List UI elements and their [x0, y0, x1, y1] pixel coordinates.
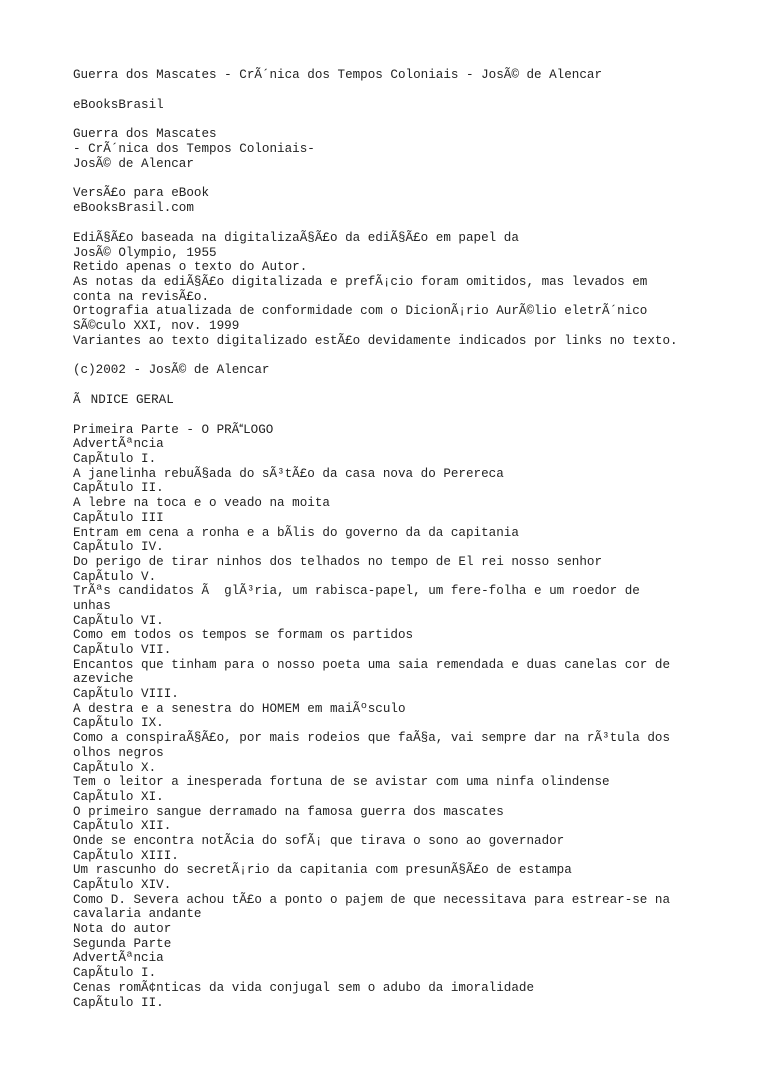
spacer: [73, 112, 713, 127]
toc-entry[interactable]: CapÃtulo VI.: [73, 613, 164, 628]
toc-entry[interactable]: O primeiro sangue derramado na famosa guerra dos mascates: [73, 804, 504, 819]
toc-entry[interactable]: AdvertÃªncia: [73, 951, 164, 966]
toc-entry[interactable]: CapÃtulo XIV.: [73, 878, 172, 892]
toc-entry[interactable]: TrÃªs candidatos Ã glÃ³ria, um rabisca-papel, um fere-folha e um roedor de: [73, 584, 640, 599]
toc-entry[interactable]: A janelinha rebuÃ§ada do sÃ³tÃ£o da casa nova do Perereca: [73, 466, 504, 481]
table-of-contents: [73, 423, 713, 1011]
index-heading: ÃNDICE GERAL: [73, 393, 174, 407]
toc-entry[interactable]: CapÃtulo VII.: [73, 643, 172, 657]
note-line: Retido apenas o texto do Autor.: [73, 260, 308, 275]
toc-entry[interactable]: Entram em cena a ronha e a bÃlis do governo da da capitania: [73, 525, 519, 540]
document-header-title: Guerra dos Mascates - CrÃ´nica dos Tempos Coloniais - JosÃ© de Alencar: [73, 68, 603, 82]
toc-entry[interactable]: CapÃtulo VIII.: [73, 687, 179, 702]
note-line: EdiÃ§Ã£o baseada na digitalizaÃ§Ã£o da ediÃ§Ã£o em papel da: [73, 230, 519, 245]
toc-entry[interactable]: CapÃtulo XII.: [73, 819, 172, 834]
toc-entry[interactable]: Cenas romÃ¢nticas da vida conjugal sem o adubo da imoralidade: [73, 980, 535, 995]
toc-entry[interactable]: Como a conspiraÃ§Ã£o, por mais rodeios que faÃ§a, vai sempre dar na rÃ³tula dos: [73, 731, 671, 746]
toc-entry[interactable]: CapÃtulo X.: [73, 760, 157, 775]
book-author: JosÃ© de Alencar: [73, 156, 194, 171]
edition-site: eBooksBrasil.com: [73, 201, 194, 216]
document-page: [73, 68, 713, 1010]
toc-entry[interactable]: A lebre na toca e o veado na moita: [73, 496, 330, 511]
note-line: JosÃ© Olympio, 1955: [73, 245, 217, 260]
book-title: Guerra dos Mascates: [73, 127, 217, 142]
toc-entry[interactable]: Um rascunho do secretÃ¡rio da capitania com presunÃ§Ã£o de estampa: [73, 863, 572, 878]
toc-entry[interactable]: CapÃtulo II.: [73, 481, 164, 496]
toc-entry[interactable]: olhos negros: [73, 745, 164, 760]
book-subtitle: - CrÃ´nica dos Tempos Coloniais-: [73, 142, 315, 157]
toc-entry[interactable]: unhas: [73, 598, 111, 613]
note-line: conta na revisÃ£o.: [73, 289, 210, 304]
toc-entry[interactable]: Encantos que tinham para o nosso poeta uma saia remendada e duas canelas cor de: [73, 657, 671, 672]
spacer: [73, 408, 713, 423]
toc-entry[interactable]: AdvertÃªncia: [73, 437, 164, 452]
spacer: [73, 348, 713, 363]
edition-version: VersÃ£o para eBook: [73, 186, 210, 201]
edition-notes: [73, 231, 713, 349]
toc-entry[interactable]: azeviche: [73, 672, 134, 687]
toc-entry[interactable]: CapÃtulo XI.: [73, 789, 164, 804]
toc-entry[interactable]: Do perigo de tirar ninhos dos telhados no tempo de El rei nosso senhor: [73, 554, 603, 569]
publisher-name: eBooksBrasil: [73, 97, 164, 112]
toc-entry[interactable]: Tem o leitor a inesperada fortuna de se avistar com uma ninfa olindense: [73, 775, 610, 790]
toc-entry[interactable]: Nota do autor: [73, 922, 172, 937]
note-line: SÃ©culo XXI, nov. 1999: [73, 318, 240, 333]
toc-entry[interactable]: cavalaria andante: [73, 907, 202, 922]
spacer: [73, 216, 713, 231]
toc-entry[interactable]: CapÃtulo I.: [73, 452, 157, 467]
toc-entry[interactable]: CapÃtulo II.: [73, 995, 164, 1010]
toc-entry[interactable]: Primeira Parte - O PRÃLOGO: [73, 422, 274, 437]
copyright-line: (c)2002 - JosÃ© de Alencar: [73, 363, 270, 378]
toc-entry[interactable]: CapÃtulo XIII.: [73, 848, 179, 863]
toc-entry[interactable]: A destra e a senestra do HOMEM em maiÃºsculo: [73, 701, 406, 716]
toc-entry[interactable]: CapÃtulo I.: [73, 966, 157, 981]
note-line: Variantes ao texto digitalizado estÃ£o devidamente indicados por links no texto.: [73, 333, 678, 348]
spacer: [73, 378, 713, 393]
note-line: As notas da ediÃ§Ã£o digitalizada e prefÃ¡cio foram omitidos, mas levados em: [73, 274, 648, 289]
toc-entry[interactable]: CapÃtulo III: [73, 510, 164, 525]
spacer: [73, 171, 713, 186]
toc-entry[interactable]: Onde se encontra notÃcia do sofÃ¡ que tirava o sono ao governador: [73, 833, 565, 848]
note-line: Ortografia atualizada de conformidade com o DicionÃ¡rio AurÃ©lio eletrÃ´nico: [73, 304, 648, 319]
toc-entry[interactable]: Como D. Severa achou tÃ£o a ponto o pajem de que necessitava para estrear-se na: [73, 892, 671, 907]
toc-entry[interactable]: CapÃtulo IV.: [73, 540, 164, 555]
toc-entry[interactable]: CapÃtulo IX.: [73, 716, 164, 731]
toc-entry[interactable]: Segunda Parte: [73, 936, 172, 951]
spacer: [73, 83, 713, 98]
toc-entry[interactable]: CapÃtulo V.: [73, 569, 157, 584]
toc-entry[interactable]: Como em todos os tempos se formam os partidos: [73, 628, 414, 643]
